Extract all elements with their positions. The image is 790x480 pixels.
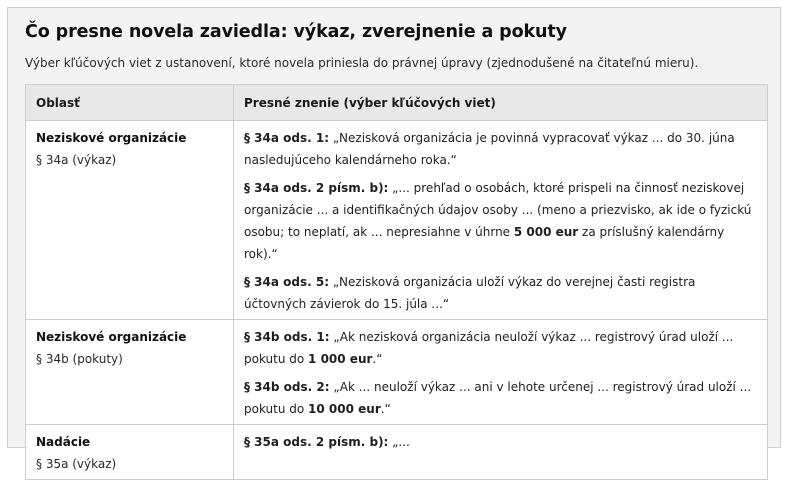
content-card (7, 7, 781, 471)
provision (244, 177, 757, 265)
table-row (26, 425, 768, 480)
area-section: § 34b (pokuty) (36, 352, 123, 366)
provision-text: „Ak nezisková organizácia neuloží výkaz ... registrový úrad uloží ... pokutu do (244, 330, 734, 366)
provision-ref: § 34b ods. 2: (244, 380, 330, 394)
provision-text: .“ (380, 402, 391, 416)
area-name: Nadácie (36, 435, 91, 449)
header-area: Oblasť (26, 85, 234, 121)
area-cell (26, 425, 234, 480)
page-title: Čo presne novela zaviedla: výkaz, zverejnenie a pokuty (25, 22, 567, 42)
provision (244, 127, 757, 171)
provision-text: „Nezisková organizácia uloží výkaz do verejnej časti registra účtovných závierok do 15. júla ...“ (244, 275, 696, 311)
provision (244, 326, 757, 370)
provisions-cell (234, 320, 768, 425)
provision-text: „... prehľad o osobách, ktoré prispeli na činnosť neziskovej organizácie ... a identifikačných údajov osoby ... (meno a priezvisko, ak ide o fyzickú osobu; to neplatí, ak ... nepresiahne v úhrne (244, 181, 752, 239)
table-header-row (26, 85, 768, 121)
table-row (26, 320, 768, 425)
amount-highlight: 5 000 eur (513, 225, 579, 239)
area-cell (26, 320, 234, 425)
area-name: Neziskové organizácie (36, 131, 187, 145)
page-subtitle: Výber kľúčových viet z ustanovení, ktoré novela priniesla do právnej úpravy (zjednodušené na čitateľnú mieru). (25, 56, 699, 70)
provision (244, 376, 757, 420)
area-section: § 35a (výkaz) (36, 457, 117, 471)
provision (244, 271, 757, 315)
provision-ref: § 34a ods. 1: (244, 131, 330, 145)
provision-text: .“ (372, 352, 383, 366)
provision-ref: § 34b ods. 1: (244, 330, 330, 344)
provision-text: „... (388, 435, 410, 449)
area-name: Neziskové organizácie (36, 330, 187, 344)
amount-highlight: 10 000 eur (308, 402, 381, 416)
provisions-cell (234, 425, 768, 480)
provision-ref: § 35a ods. 2 písm. b): (244, 435, 389, 449)
provision-ref: § 34a ods. 5: (244, 275, 330, 289)
header-text: Presné znenie (výber kľúčových viet) (234, 85, 768, 121)
provisions-table (25, 84, 768, 480)
provision-text: za príslušný kalendárny rok).“ (244, 225, 725, 261)
area-section: § 34a (výkaz) (36, 153, 117, 167)
amount-highlight: 1 000 eur (308, 352, 373, 366)
provision (244, 431, 757, 453)
provision-ref: § 34a ods. 2 písm. b): (244, 181, 389, 195)
area-cell (26, 121, 234, 320)
table-row (26, 121, 768, 320)
provisions-cell (234, 121, 768, 320)
provision-text: „Nezisková organizácia je povinná vypracovať výkaz ... do 30. júna nasledujúceho kalendárneho roka.“ (244, 131, 735, 167)
provision-text: „Ak ... neuloží výkaz ... ani v lehote určenej ... registrový úrad uloží ... pokutu do (244, 380, 752, 416)
